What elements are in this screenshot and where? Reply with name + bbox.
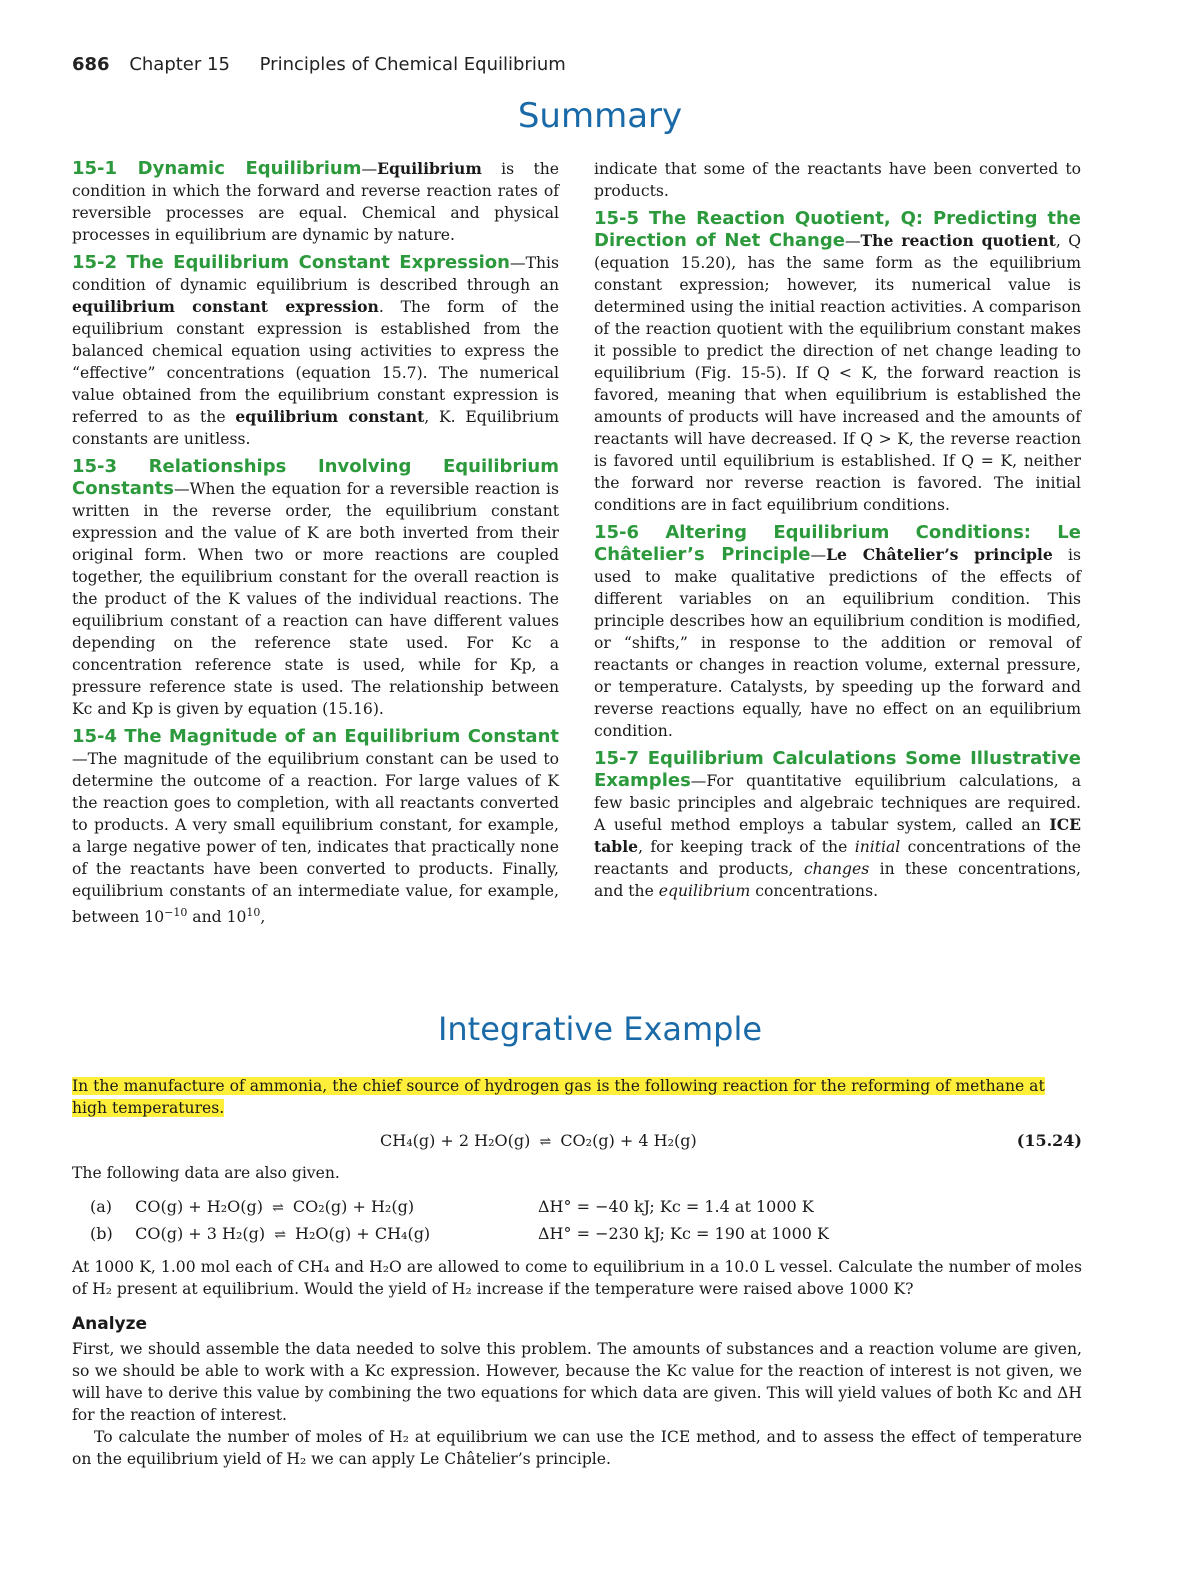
term-ice-table: ICE table: [594, 815, 1081, 856]
heading-15-2: 15-2 The Equilibrium Constant Expression: [72, 252, 510, 273]
term-equilibrium: Equilibrium: [377, 159, 482, 178]
reaction-a-products: CO₂(g) + H₂(g): [292, 1197, 415, 1216]
summary-title: Summary: [517, 96, 683, 136]
heading-15-4: 15-4 The Magnitude of an Equilibrium Constant: [72, 726, 559, 747]
equilibrium-arrow-icon: ⇌: [539, 1134, 552, 1150]
text-15-7b: , for keeping track of the: [638, 838, 855, 856]
reaction-b-data: ΔH° = −230 kJ; Kc = 190 at 1000 K: [538, 1224, 829, 1243]
text-15-7e: concentrations.: [750, 882, 879, 900]
exponent-neg10: −10: [164, 906, 188, 919]
term-reaction-quotient: The reaction quotient: [860, 231, 1056, 250]
term-le-chatelier: Le Châtelier’s principle: [826, 545, 1053, 564]
reaction-b: [90, 1224, 829, 1243]
integrative-example-title: Integrative Example: [437, 1010, 763, 1048]
reaction-a-data: ΔH° = −40 kJ; Kc = 1.4 at 1000 K: [538, 1197, 814, 1216]
text-15-7d: in these concentrations, and the: [594, 860, 1081, 900]
term-eq-const-expression: equilibrium constant expression: [72, 297, 379, 316]
word-equilibrium: equilibrium: [658, 882, 751, 900]
text-15-2b: . The form of the equilibrium constant expression is established from the balanced chemical equation using activities to express the “effective” concentrations (equation 15.7). The numerical value obtained from the equilibrium constant expression is referred to as the: [72, 298, 559, 426]
heading-15-7: 15-7 Equilibrium Calculations Some Illustrative Examples: [594, 748, 1081, 791]
analyze-paragraph-2: To calculate the number of moles of H₂ at equilibrium we can use the ICE method, and to assess the effect of temperature on the equilibrium yield of H₂ we can apply Le Châtelier’s principle.: [72, 1428, 1082, 1468]
page-header: [72, 54, 566, 75]
given-data-intro: The following data are also given.: [72, 1164, 340, 1182]
text-15-3: When the equation for a reversible reaction is written in the reverse order, the equilibrium constant expression and the value of K are both inverted from their original form. When two or more reactions are coupled together, the equilibrium constant for the overall reaction is the product of the K values of the individual reactions. The equilibrium constant of a reaction can have different values depending on the reference state used. For Kc a concentration reference state is used, while for Kp, a pressure reference state is used. The relationship between Kc and Kp is given by equation (15.16).: [72, 480, 559, 718]
main-eq-reactants: CH₄(g) + 2 H₂O(g): [380, 1131, 531, 1150]
equilibrium-arrow-icon: ⇌: [274, 1227, 286, 1243]
word-initial: initial: [854, 838, 901, 856]
summary-15-4: 15-4 The Magnitude of an Equilibrium Constant—The magnitude of the equilibrium constant can be used to determine the outcome of a reaction. For large values of K the reaction goes to completion, with all reactants converted to products. A very small equilibrium constant, for example, a large negative power of ten, indicates that practically none of the reactants have been converted to products. Finally, equilibrium constants of an intermediate value, for example, between $10^{-10}$ and $10^{10}$,: [72, 726, 559, 927]
text-15-2c: , K. Equilibrium constants are unitless.: [72, 408, 559, 448]
heading-15-6: 15-6 Altering Equilibrium Conditions: Le Châtelier’s Principle: [594, 522, 1081, 565]
summary-15-1: 15-1 Dynamic Equilibrium—Equilibrium is the condition in which the forward and reverse reaction rates of reversible processes are equal. Chemical and physical processes in equilibrium are dynamic by nature.: [72, 158, 559, 244]
question-text: At 1000 K, 1.00 mol each of CH₄ and H₂O are allowed to come to equilibrium in a 10.0 L vessel. Calculate the number of moles of H₂ present at equilibrium. Would the yield of H₂ increase if the temperature were raised above 1000 K?: [72, 1258, 1082, 1298]
term-eq-constant: equilibrium constant: [235, 407, 425, 426]
summary-15-4-continued: indicate that some of the reactants have been converted to products.: [594, 160, 1081, 200]
summary-15-2: 15-2 The Equilibrium Constant Expression—This condition of dynamic equilibrium is described through an equilibrium constant expression. The form of the equilibrium constant expression is established from the balanced chemical equation using activities to express the “effective” concentrations (equation 15.7). The numerical value obtained from the equilibrium constant expression is referred to as the equilibrium constant, K. Equilibrium constants are unitless.: [72, 252, 559, 448]
text-15-4-mid: and 10: [187, 908, 247, 927]
summary-15-5: 15-5 The Reaction Quotient, Q: Predicting the Direction of Net Change—The reaction quotient, Q (equation 15.20), has the same form as the equilibrium constant expression; however, its numerical value is determined using the initial reaction activities. A comparison of the reaction quotient with the equilibrium constant makes it possible to predict the direction of net change leading to equilibrium (Fig. 15-5). If Q < K, the forward reaction is favored, meaning that when equilibrium is established the amounts of products will have increased and the amounts of reactants will have decreased. If Q > K, the reverse reaction is favored until equilibrium is established. If Q = K, neither the forward nor reverse reaction is favored. The initial conditions are in fact equilibrium conditions.: [594, 208, 1081, 514]
text-15-4: The magnitude of the equilibrium constant can be used to determine the outcome of a reaction. For large values of K the reaction goes to completion, with all reactants converted to products. A very small equilibrium constant, for example, a large negative power of ten, indicates that practically none of the reactants have been converted to products. Finally, equilibrium constants of an intermediate value, for example, between 10: [72, 750, 559, 927]
reaction-b-products: H₂O(g) + CH₄(g): [295, 1224, 431, 1243]
reaction-b-label: (b): [90, 1224, 113, 1243]
equation-number: (15.24): [1016, 1131, 1082, 1150]
reaction-a-reactants: CO(g) + H₂O(g): [135, 1197, 263, 1216]
main-eq-products: CO₂(g) + 4 H₂(g): [560, 1131, 697, 1150]
text-15-2a: This condition of dynamic equilibrium is described through an: [72, 254, 559, 294]
heading-15-3: 15-3 Relationships Involving Equilibrium Constants: [72, 456, 559, 499]
problem-statement: [72, 1075, 1082, 1119]
page-number: 686: [72, 54, 110, 75]
equilibrium-arrow-icon: ⇌: [272, 1200, 284, 1216]
summary-right-column: [594, 158, 1081, 908]
reaction-a: [90, 1197, 814, 1216]
exponent-10: 10: [246, 906, 261, 919]
chapter-title: Principles of Chemical Equilibrium: [259, 54, 566, 75]
summary-left-column: [72, 158, 559, 934]
word-changes: changes: [803, 860, 870, 878]
highlighted-problem-text: In the manufacture of ammonia, the chief source of hydrogen gas is the following reaction for the reforming of methane at high temperatures.: [72, 1077, 1045, 1117]
reaction-a-label: (a): [90, 1197, 113, 1216]
summary-15-3: 15-3 Relationships Involving Equilibrium Constants—When the equation for a reversible reaction is written in the reverse order, the equilibrium constant expression and the value of K are both inverted from their original form. When two or more reactions are coupled together, the equilibrium constant for the overall reaction is the product of the K values of the individual reactions. The equilibrium constant of a reaction can have different values depending on the reference state used. For Kc a concentration reference state is used, while for Kp, a pressure reference state is used. The relationship between Kc and Kp is given by equation (15.16).: [72, 456, 559, 718]
summary-15-6: 15-6 Altering Equilibrium Conditions: Le Châtelier’s Principle—Le Châtelier’s principle is used to make qualitative predictions of the effects of different variables on an equilibrium condition. This principle describes how an equilibrium condition is modified, or “shifts,” in response to the addition or removal of reactants or changes in reaction volume, external pressure, or temperature. Catalysts, by speeding up the forward and reverse reactions equally, have no effect on an equilibrium condition.: [594, 522, 1082, 740]
text-15-5: , Q (equation 15.20), has the same form as the equilibrium constant expression; however, its numerical value is determined using the initial reaction activities. A comparison of the reaction quotient with the equilibrium constant makes it possible to predict the direction of net change leading to equilibrium (Fig. 15-5). If Q < K, the forward reaction is favored, meaning that when equilibrium is established the amounts of products will have increased and the amounts of reactants will have decreased. If Q > K, the reverse reaction is favored until equilibrium is established. If Q = K, neither the forward nor reverse reaction is favored. The initial conditions are in fact equilibrium conditions.: [594, 232, 1081, 514]
analyze-paragraph-1: First, we should assemble the data needed to solve this problem. The amounts of substances and a reaction volume are given, so we should be able to work with a Kc expression. However, because the Kc value for the reaction of interest is not given, we will have to derive this value by combining the two equations for which data are given. This will yield values of both Kc and ΔH for the reaction of interest.: [72, 1340, 1082, 1424]
text-15-7c: concentrations of the reactants and products,: [594, 838, 1081, 878]
main-equation: [380, 1131, 697, 1150]
text-15-4-end: ,: [260, 908, 266, 927]
reaction-b-reactants: CO(g) + 3 H₂(g): [135, 1224, 266, 1243]
summary-15-7: 15-7 Equilibrium Calculations Some Illustrative Examples—For quantitative equilibrium calculations, a few basic principles and algebraic techniques are required. A useful method employs a tabular system, called an ICE table, for keeping track of the initial concentrations of the reactants and products, changes in these concentrations, and the equilibrium concentrations.: [594, 748, 1081, 900]
text-15-1: is the condition in which the forward and reverse reaction rates of reversible processes are equal. Chemical and physical processes in equilibrium are dynamic by nature.: [72, 160, 559, 244]
chapter-label: Chapter 15: [129, 54, 230, 75]
heading-15-1: 15-1 Dynamic Equilibrium: [72, 158, 362, 179]
text-15-6: is used to make qualitative predictions of the effects of different variables on an equilibrium condition. This principle describes how an equilibrium condition is modified, or “shifts,” in response to the addition or removal of reactants or changes in reaction volume, external pressure, or temperature. Catalysts, by speeding up the forward and reverse reactions equally, have no effect on an equilibrium condition.: [594, 546, 1082, 740]
analyze-heading: Analyze: [72, 1314, 148, 1334]
heading-15-5: 15-5 The Reaction Quotient, Q: Predicting the Direction of Net Change: [594, 208, 1081, 251]
text-15-7a: For quantitative equilibrium calculations, a few basic principles and algebraic techniques are required. A useful method employs a tabular system, called an: [594, 772, 1081, 834]
